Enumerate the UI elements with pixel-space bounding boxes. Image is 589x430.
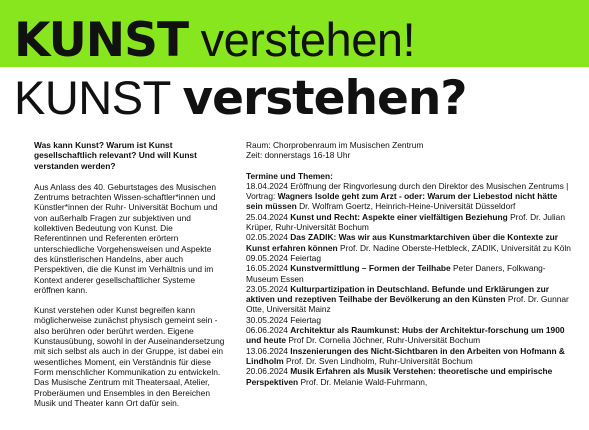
lecture-item — [246, 212, 572, 233]
lecture-speaker: Prof. Dr. Julian Krüper, Ruhr-Universität Bochum — [246, 211, 565, 233]
lecture-list — [246, 181, 572, 387]
lecture-speaker: Prof Dr. Cornelia Jöchner, Ruhr-Universität Bochum — [288, 335, 481, 346]
intro-question: Was kann Kunst? Warum ist Kunst gesellschaftlich relevant? Und will Kunst verstanden werden? — [34, 140, 197, 171]
topics-heading: Termine und Themen: — [246, 170, 333, 181]
lecture-item — [246, 315, 572, 325]
intro-column — [34, 140, 226, 418]
lecture-date: 18.04.2024 — [246, 180, 288, 191]
lecture-item — [246, 263, 572, 284]
lecture-speaker: Prof. Dr. Gunnar Otte, Universität Mainz — [246, 294, 569, 315]
lecture-note: Feiertag — [290, 252, 321, 263]
headline-1-bold: KUNST — [14, 13, 189, 68]
lecture-date: 13.06.2024 — [246, 345, 288, 356]
lecture-title: Kunst und Recht: Aspekte einer vielfältigen Beziehung — [290, 211, 508, 222]
lecture-item — [246, 181, 572, 212]
lecture-item — [246, 232, 572, 253]
lecture-date: 25.04.2024 — [246, 211, 288, 222]
lecture-speaker: Prof. Dr. Sven Lindholm, Ruhr-Universität Bochum — [286, 355, 473, 366]
lecture-title: Kulturpartizipation in Deutschland. Befunde und Erklärungen zur aktiven und rezeptiven Teilhabe der Bevölkerung an den Künsten — [246, 283, 549, 305]
event-room: Raum: Chorprobenraum im Musischen Zentrum — [246, 140, 424, 150]
lecture-title: Kunstvermittlung – Formen der Teilhabe — [290, 263, 451, 274]
lecture-date: 30.05.2024 — [246, 314, 288, 325]
headline-2-bold: verstehen? — [182, 71, 467, 126]
lecture-speaker: Dr. Wolfram Goertz, Heinrich-Heine-Universität Düsseldorf — [299, 201, 516, 212]
headline-line-2 — [14, 71, 467, 126]
lecture-note: Eröffnung der Ringvorlesung durch den Direktor des Musischen Zentrums | Vortrag: — [246, 180, 569, 202]
lecture-title: Musik Erfahren als Musik Verstehen: theoretische und empirische Perspektiven — [246, 366, 553, 387]
headline-2-light: KUNST — [14, 71, 183, 124]
lecture-date: 06.06.2024 — [246, 325, 288, 336]
headline-1-light: verstehen! — [188, 13, 416, 66]
program-column — [246, 140, 572, 387]
lecture-note: Feiertag — [290, 314, 321, 325]
lecture-title: Inszenierungen des Nicht-Sichtbaren in den Arbeiten von Hofmann & Lindholm — [246, 345, 565, 366]
headline-line-1 — [14, 13, 416, 68]
lecture-date: 20.06.2024 — [246, 366, 288, 377]
lecture-speaker: Prof. Dr. Nadine Oberste-Hetbleck, ZADIK, Universität zu Köln — [340, 242, 571, 253]
lecture-date: 23.05.2024 — [246, 283, 288, 294]
lecture-date: 02.05.2024 — [246, 232, 288, 243]
lecture-speaker: Peter Daners, Folkwang-Museum Essen — [246, 263, 546, 284]
lecture-item — [246, 253, 572, 263]
lecture-item — [246, 325, 572, 346]
lecture-item — [246, 366, 572, 387]
event-meta — [246, 140, 572, 161]
intro-paragraph-1: Aus Anlass des 40. Geburtstages des Musischen Zentrums betrachten Wissen-schaftler*innen und Künstler*innen der Ruhr- Universität Bochum und von außerhalb Fragen zur subjektiven und kollektiven Bedeutung von Kunst. Die Referentinnen und Referenten erörtern unterschiedliche Vorgehensweisen und Aspekte des künstlerischen Handelns, aber auch Perspektiven, die die Kunst im Verhältnis und im Kontext anderer gesellschaftlicher Systeme eröffnen kann. — [34, 181, 218, 295]
lecture-date: 09.05.2024 — [246, 252, 288, 263]
lecture-date: 16.05.2024 — [246, 263, 288, 274]
lecture-item — [246, 284, 572, 315]
lecture-item — [246, 346, 572, 367]
lecture-title: Architektur als Raumkunst: Hubs der Architektur-forschung um 1900 und heute — [246, 325, 565, 346]
event-time: Zeit: donnerstags 16-18 Uhr — [246, 150, 351, 161]
lecture-title: Wagners Isolde geht zum Arzt - oder: Warum der Liebestod nicht hätte sein müssen — [246, 191, 558, 212]
intro-paragraph-2: Kunst verstehen oder Kunst begreifen kann möglicherweise zunächst physisch gemeint sein - also berühren oder berührt werden. Eigene Kunstausübung, sowohl in der Auseinandersetzung mit sich selbst als auch in der Gruppe, ist dabei ein wesentliches Moment, ein Verständnis für diese Form menschlicher Kommunikation zu entwickeln. Das Musische Zentrum mit Theatersaal, Atelier, Proberäumen und Ensembles in den Bereichen Musik und Theater kann Ort dafür sein. — [34, 305, 225, 408]
lecture-speaker: Prof. Dr. Melanie Wald-Fuhrmann, — [300, 376, 428, 387]
lecture-title: Das ZADIK: Was wir aus Kunstmarktarchiven über die Kontexte zur Kunst erfahren können — [246, 232, 558, 253]
